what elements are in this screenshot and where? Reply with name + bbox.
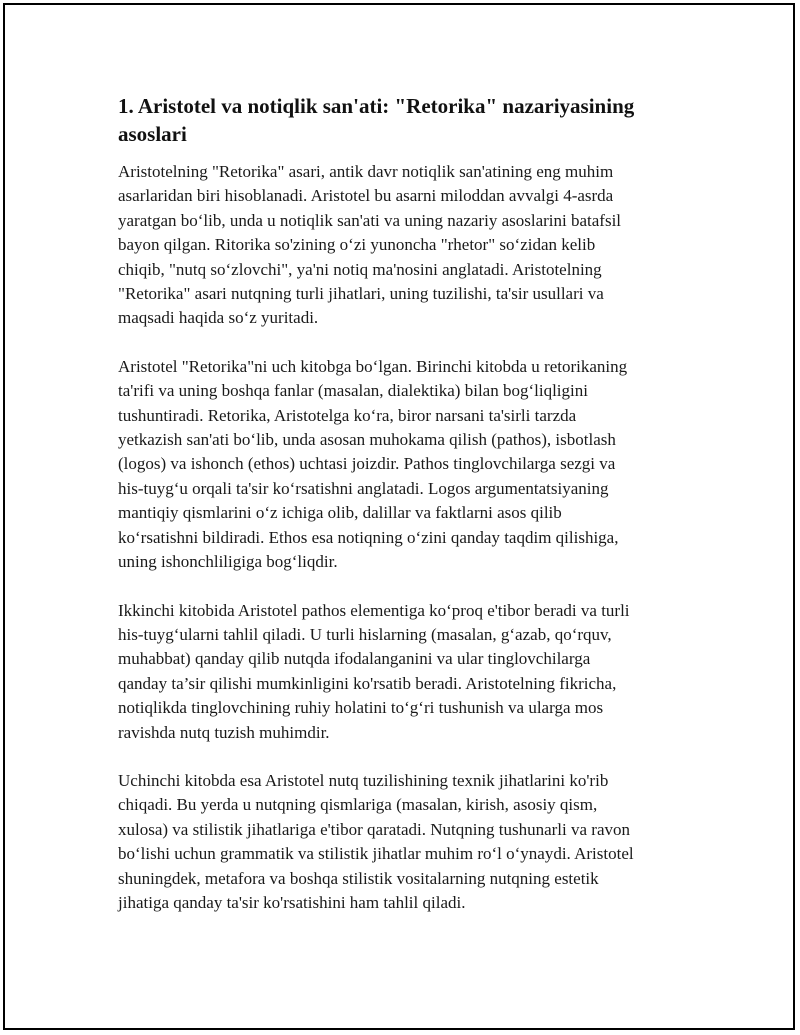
text-line: xulosa) va stilistik jihatlariga e'tibor qaratadi. Nutqning tushunarli va ravon [118, 819, 631, 839]
paragraph-3 [118, 599, 688, 745]
text-line: Ikkinchi kitobida Aristotel pathos elementiga ko‘proq e'tibor beradi va turli [118, 600, 630, 620]
paragraph-1 [118, 160, 688, 331]
paragraph-4 [118, 769, 688, 915]
text-line: ravishda nutq tuzish muhimdir. [118, 722, 330, 742]
text-line: ko‘rsatishni bildiradi. Ethos esa notiqning o‘zini qanday taqdim qilishiga, [118, 527, 619, 547]
text-line: chiqadi. Bu yerda u nutqning qismlariga (masalan, kirish, asosiy qism, [118, 795, 598, 815]
section-heading [118, 92, 688, 148]
text-line: tushuntiradi. Retorika, Aristotelga ko‘ra, biror narsani ta'sirli tarzda [118, 405, 577, 425]
text-line: Uchinchi kitobda esa Aristotel nutq tuzilishining texnik jihatlarini ko'rib [118, 770, 609, 790]
text-line: maqsadi haqida so‘z yuritadi. [118, 308, 319, 328]
text-line: (logos) va ishonch (ethos) uchtasi joizdir. Pathos tinglovchilarga sezgi va [118, 454, 616, 474]
text-line: bayon qilgan. Ritorika so'zining o‘zi yunoncha "rhetor" so‘zidan kelib [118, 235, 596, 255]
document-body [118, 92, 688, 939]
text-line: shuningdek, metafora va boshqa stilistik vositalarning nutqning estetik [118, 868, 599, 888]
text-line: bo‘lishi uchun grammatik va stilistik jihatlar muhim ro‘l o‘ynaydi. Aristotel [118, 844, 634, 864]
heading-line: 1. Aristotel va notiqlik san'ati: "Retorika" nazariyasining [118, 94, 635, 118]
text-line: his-tuyg‘ularni tahlil qiladi. U turli hislarning (masalan, g‘azab, qo‘rquv, [118, 624, 612, 644]
text-line: muhabbat) qanday qilib nutqda ifodalanganini va ular tinglovchilarga [118, 649, 591, 669]
text-line: qanday ta’sir qilishi mumkinligini ko'rsatib beradi. Aristotelning fikricha, [118, 673, 617, 693]
text-line: notiqlikda tinglovchining ruhiy holatini to‘g‘ri tushunish va ularga mos [118, 698, 604, 718]
heading-line: asoslari [118, 122, 187, 146]
text-line: jihatiga qanday ta'sir ko'rsatishini ham tahlil qiladi. [118, 892, 466, 912]
paragraph-2 [118, 355, 688, 575]
text-line: yetkazish san'ati bo‘lib, unda asosan muhokama qilish (pathos), isbotlash [118, 430, 616, 450]
text-line: "Retorika" asari nutqning turli jihatlari, uning tuzilishi, ta'sir usullari va [118, 284, 604, 304]
text-line: asarlaridan biri hisoblanadi. Aristotel bu asarni miloddan avvalgi 4-asrda [118, 186, 614, 206]
text-line: uning ishonchliligiga bog‘liqdir. [118, 552, 338, 572]
text-line: his-tuyg‘u orqali ta'sir ko‘rsatishni anglatadi. Logos argumentatsiyaning [118, 478, 609, 498]
text-line: ta'rifi va uning boshqa fanlar (masalan, dialektika) bilan bog‘liqligini [118, 381, 588, 401]
text-line: yaratgan bo‘lib, unda u notiqlik san'ati va uning nazariy asoslarini batafsil [118, 210, 622, 230]
text-line: Aristotel "Retorika"ni uch kitobga bo‘lgan. Birinchi kitobda u retorikaning [118, 356, 628, 376]
text-line: Aristotelning "Retorika" asari, antik davr notiqlik san'atining eng muhim [118, 162, 614, 181]
text-line: mantiqiy qismlarini o‘z ichiga olib, dalillar va faktlarni asos qilib [118, 503, 562, 523]
text-line: chiqib, "nutq so‘zlovchi", ya'ni notiq ma'nosini anglatadi. Aristotelning [118, 259, 602, 279]
